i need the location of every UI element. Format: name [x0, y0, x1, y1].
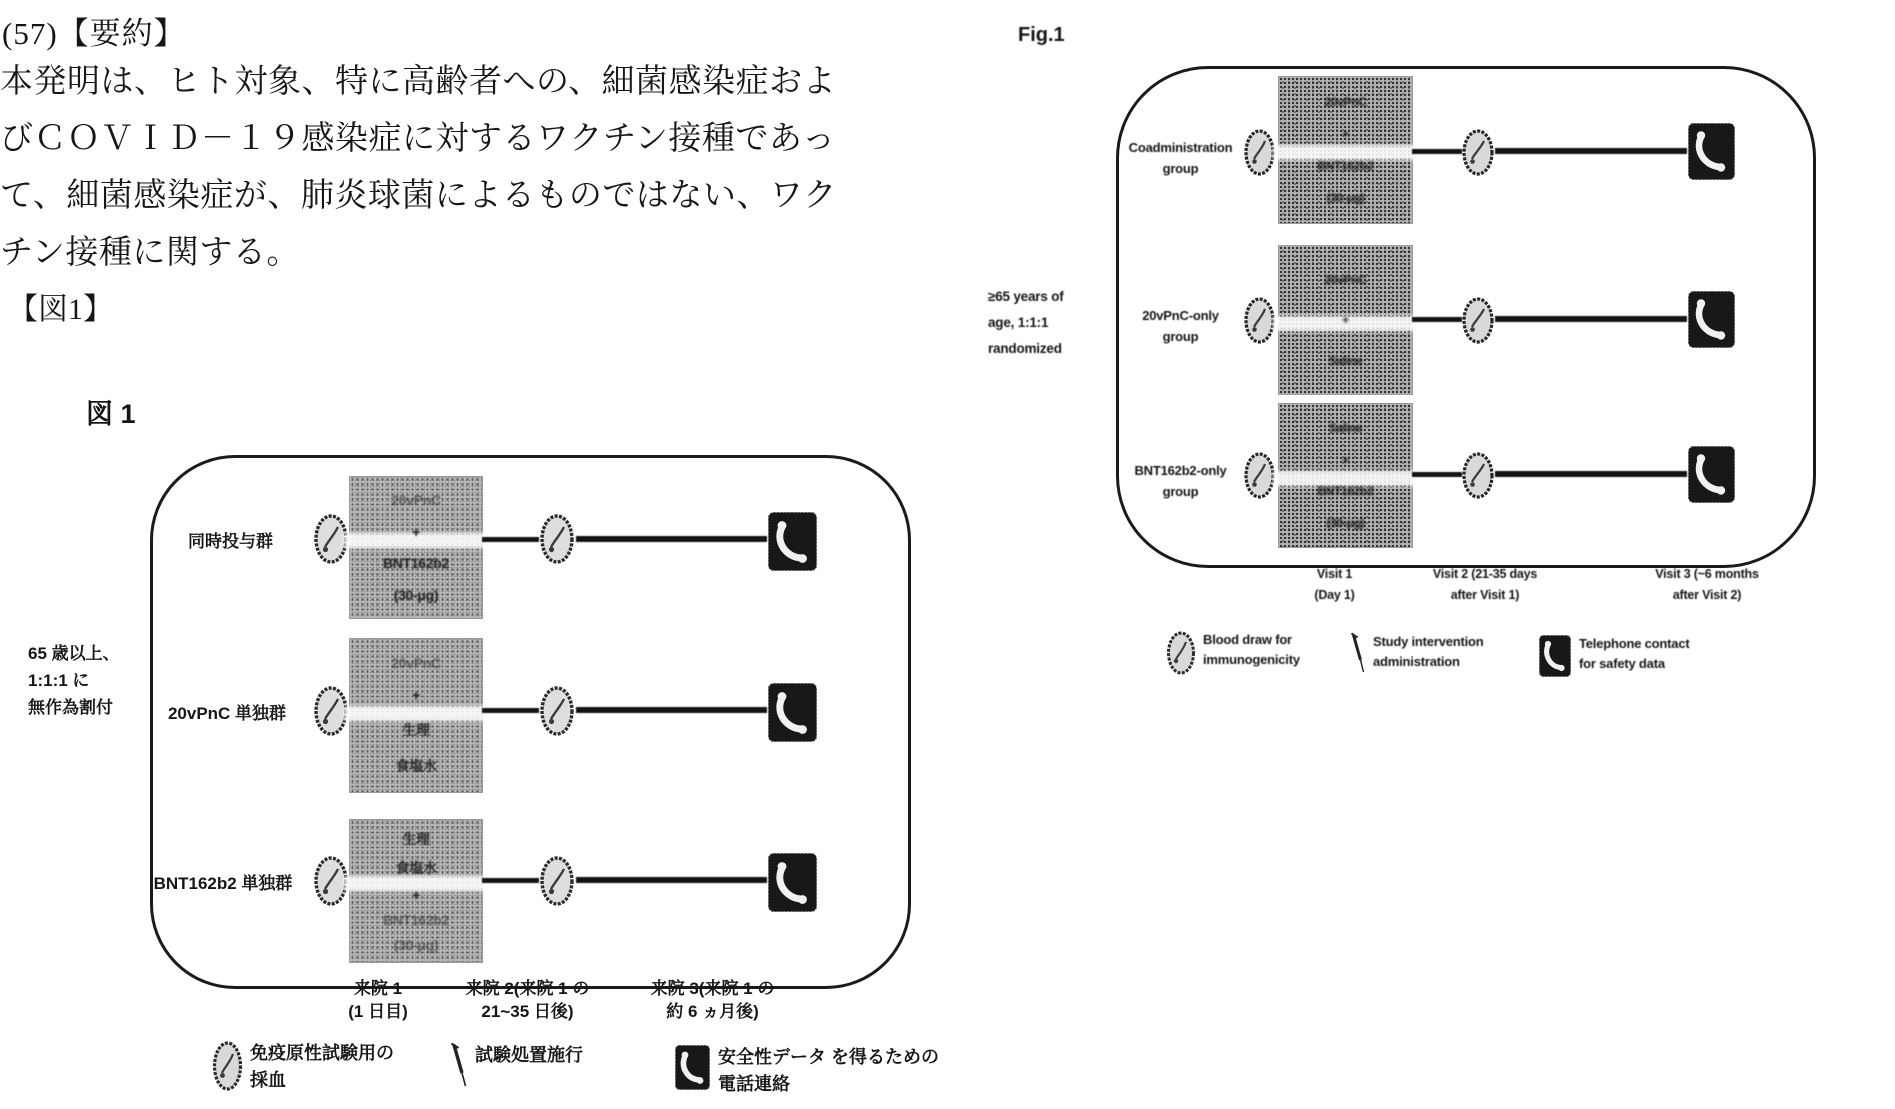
- visit-label: [1612, 564, 1802, 606]
- treatment-line: 20vPnC: [391, 492, 441, 509]
- treatment-line: +: [1342, 313, 1349, 327]
- blood-draw-icon: [1243, 451, 1276, 500]
- treatment-line: (30-μg): [1326, 515, 1365, 530]
- blood-draw-icon: [539, 513, 576, 566]
- visit-label: [318, 977, 438, 1023]
- abstract-header: (57)【要約】: [2, 16, 186, 51]
- group-label: [1098, 305, 1263, 347]
- treatment-line: 20vPnC: [1324, 272, 1367, 287]
- visit-label: [445, 977, 610, 1023]
- visit-line: 来院 1: [353, 979, 403, 998]
- treatment-line: 生理: [402, 831, 430, 847]
- visit-label: [1272, 564, 1397, 606]
- treatment-line: 20vPnC: [391, 655, 441, 672]
- note-line: ≥65 years of: [988, 289, 1064, 304]
- telephone-icon: [1687, 290, 1736, 349]
- legend-line: immunogenicity: [1203, 652, 1300, 667]
- telephone-icon: [767, 511, 818, 572]
- timeline-line: [482, 878, 539, 883]
- syringe-icon: [1350, 632, 1366, 676]
- group-label: 同時投与群: [188, 532, 273, 551]
- legend-line: 免疫原性試験用の: [250, 1043, 394, 1063]
- group-label: [1098, 137, 1263, 179]
- treatment-line: BNT162b2: [382, 912, 450, 928]
- note-line: 無作為割付: [28, 698, 113, 717]
- visit-label: [630, 977, 795, 1023]
- legend-line: 電話連絡: [718, 1074, 790, 1094]
- blood-draw-icon: [1243, 128, 1276, 177]
- telephone-icon: [1687, 445, 1736, 504]
- treatment-line: 生理: [402, 721, 430, 738]
- legend-item: [450, 1042, 583, 1090]
- treatment-line: +: [412, 887, 420, 903]
- legend-text: [1579, 634, 1689, 674]
- treatment-line: Saline: [1328, 421, 1363, 436]
- note-line: age, 1:1:1: [988, 315, 1049, 330]
- visit-line: 来院 2(来院 1 の: [465, 979, 590, 998]
- blood-draw-icon: [1461, 128, 1495, 177]
- legend-item: [1538, 634, 1689, 678]
- treatment-line: +: [412, 523, 420, 540]
- visit-label: [1390, 564, 1580, 606]
- telephone-icon: [1687, 122, 1736, 181]
- legend-item: [1350, 632, 1484, 676]
- treatment-box: [350, 639, 482, 792]
- treatment-line: +: [412, 687, 420, 704]
- syringe-icon: [450, 1042, 468, 1090]
- group-label-line: BNT162b2-only: [1134, 463, 1227, 478]
- note-line: 1:1:1 に: [28, 671, 90, 690]
- group-label-line: group: [1162, 161, 1199, 176]
- treatment-line: BNT162b2: [1317, 484, 1374, 499]
- legend-line: administration: [1373, 654, 1460, 669]
- treatment-line: +: [1342, 452, 1349, 467]
- legend-line: Study intervention: [1373, 634, 1484, 649]
- timeline-line: [576, 536, 767, 542]
- treatment-box: [1279, 246, 1412, 394]
- group-label-line: 20vPnC-only: [1142, 308, 1219, 323]
- treatment-line: (30-μg): [393, 937, 439, 953]
- treatment-box: [350, 820, 482, 962]
- visit-line: Visit 2 (21-35 days: [1432, 567, 1538, 581]
- treatment-line: BNT162b2: [382, 555, 450, 572]
- treatment-line: 食塩水: [395, 757, 437, 774]
- treatment-line: Saline: [1328, 353, 1363, 368]
- highlight-band: [1273, 145, 1418, 160]
- abstract-line: て、細菌感染症が、肺炎球菌によるものではない、ワク: [0, 178, 837, 214]
- visit-line: after Visit 1): [1450, 588, 1520, 602]
- legend-line: 安全性データ を得るための: [718, 1047, 939, 1067]
- legend-item: [212, 1040, 394, 1094]
- timeline-line: [482, 708, 539, 713]
- abstract-line: 本発明は、ヒト対象、特に高齢者への、細菌感染症およ: [0, 64, 837, 100]
- treatment-line: 食塩水: [395, 860, 437, 876]
- note-line: randomized: [988, 341, 1062, 356]
- legend-item: [1166, 630, 1300, 676]
- group-label: BNT162b2 単独群: [153, 874, 293, 893]
- group-label-line: group: [1162, 484, 1199, 499]
- legend-line: Telephone contact: [1579, 636, 1690, 651]
- legend-line: 採血: [250, 1070, 286, 1090]
- figure-en-randomization-note: [988, 284, 1108, 362]
- legend-line: for safety data: [1579, 656, 1665, 671]
- telephone-icon: [767, 682, 818, 743]
- treatment-box: [1279, 77, 1412, 223]
- visit-line: Visit 1: [1316, 567, 1353, 581]
- timeline-line: [1495, 471, 1687, 477]
- blood-draw-icon: [1166, 630, 1196, 676]
- legend-line: 試験処置施行: [475, 1045, 583, 1065]
- blood-draw-icon: [1243, 296, 1276, 345]
- blood-draw-icon: [1461, 296, 1495, 345]
- legend-line: Blood draw for: [1203, 632, 1292, 647]
- timeline-line: [1412, 149, 1462, 154]
- group-label-line: group: [1162, 329, 1199, 344]
- figure-jp-randomization-note: [28, 640, 163, 721]
- visit-line: 来院 3(来院 1 の: [650, 979, 775, 998]
- timeline-line: [482, 537, 539, 542]
- blood-draw-icon: [1461, 451, 1495, 500]
- legend-text: [250, 1040, 394, 1094]
- group-label: [1098, 460, 1263, 502]
- blood-draw-icon: [539, 685, 576, 738]
- timeline-line: [1495, 148, 1687, 154]
- legend-text: [718, 1044, 939, 1098]
- visit-line: 21~35 日後): [481, 1002, 574, 1021]
- legend-text: [475, 1042, 583, 1069]
- treatment-line: (30-μg): [1326, 191, 1365, 205]
- timeline-line: [1412, 317, 1462, 322]
- figure-jp-title: 図 1: [86, 399, 136, 429]
- treatment-box: [350, 477, 482, 618]
- visit-line: Visit 3 (~6 months: [1655, 567, 1759, 581]
- treatment-line: (30-μg): [393, 586, 439, 603]
- treatment-line: +: [1342, 127, 1349, 141]
- visit-line: (Day 1): [1314, 588, 1355, 602]
- blood-draw-icon: [539, 855, 576, 908]
- note-line: 65 歳以上、: [28, 644, 120, 663]
- telephone-icon: [767, 852, 818, 913]
- blood-draw-icon: [212, 1040, 243, 1092]
- treatment-line: 20vPnC: [1324, 95, 1367, 109]
- visit-line: 約 6 ヵ月後): [666, 1002, 759, 1021]
- legend-item: [674, 1044, 939, 1098]
- figure-en-title: Fig.1: [1018, 24, 1065, 46]
- telephone-icon: [1538, 634, 1572, 678]
- visit-line: (1 日目): [348, 1002, 408, 1021]
- telephone-icon: [674, 1044, 711, 1091]
- abstract-line: チン接種に関する。: [0, 235, 300, 271]
- visit-line: after Visit 2): [1672, 588, 1742, 602]
- figure-reference: 【図1】: [8, 293, 113, 326]
- legend-text: [1203, 630, 1300, 670]
- timeline-line: [1495, 316, 1687, 322]
- legend-text: [1373, 632, 1484, 672]
- group-label: 20vPnC 単独群: [167, 704, 287, 723]
- group-label-line: Coadministration: [1128, 140, 1233, 155]
- treatment-line: BNT162b2: [1317, 159, 1374, 173]
- timeline-line: [576, 707, 767, 713]
- abstract-line: びＣＯＶＩＤ－１９感染症に対するワクチン接種であっ: [0, 121, 836, 157]
- treatment-box: [1279, 404, 1412, 547]
- timeline-line: [1412, 472, 1462, 477]
- abstract-body: [0, 54, 840, 282]
- timeline-line: [576, 877, 767, 883]
